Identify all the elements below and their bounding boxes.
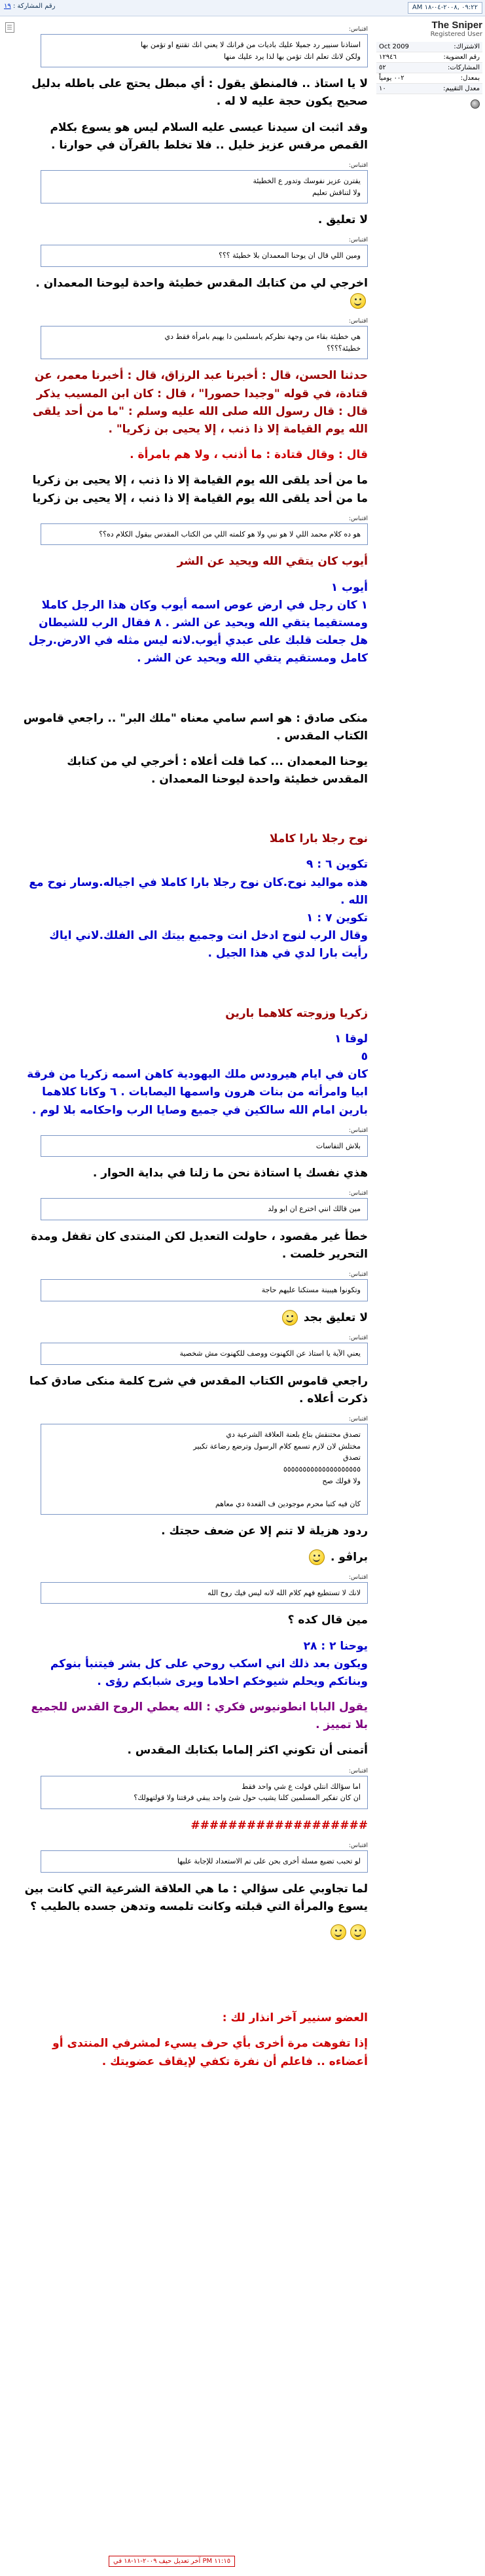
post-paragraph: منكى صادق : هو اسم سامي معناه "ملك البر" .. راجعي قاموس الكتاب المقدس . [23,711,368,743]
smiley-icon [350,293,366,309]
quote-label: اقتباس: [349,1127,368,1134]
scripture-paragraph: لوقا ١ ٥ كان في ايام هيرودس ملك اليهودية كاهن اسمه زكريا من فرقة ابيا وامرأته من بنات هرون واسمها اليصابات . ٦ وكانا كلاهما بارين امام الله سالكين في جميع وصايا الرب واحكامه بلا لوم . [27,1032,368,1117]
quote-paragraph: يقول البابا انطونيوس فكري : الله يعطي الروح القدس للجميع بلا تمييز . [31,1701,368,1732]
paragraph-text: اخرجي لي من كتابك المقدس خطيئة واحدة ليوحنا المعمدان . [35,276,368,290]
post-number-link[interactable]: ١٩ [4,3,11,10]
scripture-paragraph: أيوب ١ ١ كان رجل في ارض عوص اسمه أيوب وكان هذا الرجل كاملا ومستقيما يتقي الله ويحيد عن الشر . ٨ فقال الرب للشيطان هل جعلت قلبك على عبدي أيوب.لانه ليس مثله في الارض.رجل كامل ومستقيم يتقي الله ويحيد عن الشر . [28,580,368,665]
moderator-warning-title: العضو سنيير آخر انذار لك : [222,2011,368,2025]
stat-value: ٠٠٢ يومياً [379,75,404,82]
quote-text: لانك لا تستطيع فهم كلام الله لانه ليس فيك روح الله [41,1582,368,1604]
quote-text: تصدق مختنقش بتاع بلعنة العلاقة الشرعية دي مختلش لان لازم تسمع كلام الرسول وترضع رضاعة تكبير تصدق ٥٥٥٥٥٥٥٥٥٥٥٥٥٥٥٥٥٥٥٥ ولا قولك صح كان فيه كتبا محرم موجودين ف القعدة دي معاهم [41,1424,368,1515]
scripture-paragraph: تكوين ٦ : ٩ هذه مواليد نوح.كان نوح رجلا بارا كاملا في اجياله.وسار نوح مع الله . تكوين ٧ : ١ وقال الرب لنوح ادخل انت وجميع بيتك الى الفلك.لاني اياك رأيت بارا لدي في هذا الجيل . [29,858,368,961]
hadith-paragraph: حدثنا الحسن، قال : أخبرنا عبد الرزاق، قال : أخبرنا معمر، عن قتادة، في قوله "وجيدا حصورا" ، قال : كان ابن المسيب يذكر قال : قال رسول الله صلى الله عليه وسلم : "ما من أحد يلقى الله يوم القيامة إلا ذا ذنب ، إلا يحيى بن زكريا" . [32,369,368,436]
post-paragraph: يوحنا المعمدان ... كما قلت أعلاه : أخرجي لي من كتابك المقدس خطيئة واحدة ليوحنا المعمدان . [67,754,368,786]
post-header-bar [0,0,485,16]
post-paragraph: لما تجاوبي على سؤالي : ما هي العلاقة الشرعية التي كانت بين يسوع والمرأة التي قبلته وكانت تلمسه وتدهن جسده بالطيب ؟ [24,1882,368,1913]
post-document-icon [5,22,14,33]
stat-label: معدل التقييم: [443,85,480,92]
post-paragraph: مين قال كده ؟ [287,1614,368,1627]
quote-block [41,1335,368,1365]
stat-value: ١٢٩٤٦ [379,54,397,61]
paragraph-text: براڤو . [331,1550,368,1564]
post-number-label: رقم المشاركة : [12,3,56,10]
post-paragraph: راجعي قاموس الكتاب المقدس في شرح كلمة منكى صادق كما ذكرت أعلاه . [29,1374,368,1405]
quote-text: وتكونوا هيبينة مستكنا عليهم حاجة [41,1279,368,1301]
last-edit-note: آخر تعديل حيف ٢٠٠٩-١١-١٨ في PM ١١:١٥ [109,2556,235,2567]
quote-label: اقتباس: [349,237,368,244]
quote-text: لو تحبب تضيع مسلة أخرى بحن على تم الاستعداد للإجابة عليها [41,1850,368,1873]
post-paragraph: لا يا استاذ .. فالمنطق يقول : أي مبطل يحتج على باطله بدليل صحيح يكون حجة عليه لا له . [31,77,368,109]
quote-text: مين قالك انني اخترع ان ابو ولد [41,1198,368,1220]
stat-label: رقم العضوية: [443,54,480,61]
stat-row-rate [376,73,482,84]
smiley-icon [282,1310,298,1326]
quote-text: يقترن عزيز نفوسك وتدور ع الخطيئة ولا لتناقش تعليم [41,170,368,203]
quote-label: اقتباس: [349,162,368,169]
post-paragraph: ردود هزيلة لا تنم إلا عن ضعف حجتك . [161,1525,368,1538]
quote-label: اقتباس: [349,1574,368,1581]
hadith-paragraph-note: قال : وقال قتادة : ما أذنب ، ولا هم بامرأة . [130,448,368,462]
stat-value: ٥٢ [379,64,386,71]
post-paragraph: أتمنى أن تكوني اكثر إلماما بكتابك المقدس . [127,1744,368,1757]
stat-row-join [376,42,482,52]
quote-label: اقتباس: [349,26,368,33]
quote-block [41,1416,368,1515]
stat-row-posts [376,63,482,73]
quote-label: اقتباس: [349,1190,368,1197]
stat-value: Oct 2009 [379,43,409,50]
stat-row-member-id [376,52,482,63]
scripture-paragraph: يوحنا ٢ : ٢٨ ويكون بعد ذلك اني اسكب روحي على كل بشر فيتنبأ بنوكم وبناتكم ويحلم شيوخكم احلاما ويرى شبابكم رؤى . [50,1639,368,1688]
quote-text: ومين اللي قال ان يوحنا المعمدان بلا خطيئة ؟؟؟ [41,245,368,267]
moderator-warning-text: إذا تفوهت مرة أخرى بأي حرف يسيء لمشرفي المنتدى أو أعضاءه .. فاعلم أن نفرة تكفي لإيقاف عضويتك . [52,2037,368,2068]
user-stats [376,42,482,94]
quote-block [41,1768,368,1809]
quote-block [41,516,368,546]
user-title: Registered User [430,31,482,38]
quote-text: هي خطيئة بقاء من وجهة نظركم يامسلمين دا يهيم بامرأة فقط دي خطيئة؟؟؟؟ [41,326,368,359]
paragraph-text: لا تعليق بجد [303,1311,368,1325]
smiley-icon [331,1924,346,1940]
username-link[interactable]: The Sniper [431,20,482,31]
quote-label: اقتباس: [349,1271,368,1279]
offline-status-icon [471,99,480,109]
post-paragraph: خطأ غير مقصود ، حاولت التعديل لكن المنتدى كان تقفل ومدة التحرير خلصت . [31,1230,368,1262]
quote-block [41,237,368,267]
quote-block [41,26,368,67]
emphasis-paragraph: ما من أحد يلقى الله يوم القيامة إلا ذا ذنب ، إلا يحيى بن زكريا ما من أحد يلقى الله يوم القيامة إلا ذا ذنب ، إلا يحيى بن زكريا [32,474,368,505]
separator-text: ################### [190,1818,368,1832]
stat-label: المشاركات: [448,64,480,71]
post-paragraph: وقد اثبت ان سيدنا عيسى عليه السلام ليس هو يسوع بكلام القمص مرقس عزيز خليل .. فلا تخلط بالقرآن في حوارنا . [50,120,368,152]
stat-label: بمعدل: [460,75,480,82]
quote-block [41,1271,368,1301]
user-info-panel [376,20,482,109]
smiley-row [21,1924,368,1941]
quote-text: يعني الآية يا استاذ عن الكهنوت ووصف للكهنوت مش شخصية [41,1343,368,1365]
post-paragraph [21,275,368,310]
stat-label: الاشتراك: [454,43,480,50]
stat-value: ١٠ [379,85,386,92]
quote-block [41,1190,368,1220]
post-paragraph: هذي نفسك يا استاذة نحن ما زلنا في بداية الحوار . [92,1167,368,1180]
quote-text: بلاش التفاسات [41,1135,368,1157]
quote-label: اقتباس: [349,515,368,522]
section-heading: نوح رجلا بارا كاملا [269,832,368,846]
post-body [21,20,368,2079]
post-number [4,3,55,10]
quote-label: اقتباس: [349,318,368,325]
post-paragraph [21,1309,368,1327]
post-date: AM ٠٩:٢٢ ,٢٠٠٨-٠٤-١٨ [408,2,482,14]
quote-label: اقتباس: [349,1843,368,1849]
section-heading: أيوب كان يتقي الله ويحيد عن الشر [177,555,368,569]
quote-block [41,318,368,359]
section-heading: زكريا وزوجته كلاهما بارين [225,1006,368,1020]
post-paragraph: لا تعليق . [317,213,368,227]
smiley-icon [350,1924,366,1940]
quote-block [41,162,368,203]
quote-label: اقتباس: [349,1335,368,1342]
smiley-icon [309,1549,325,1565]
quote-block [41,1843,368,1873]
quote-text: اما سؤالك انتلي قولت ع شي واحد فقط ان كان تفكير المسلمين كلنا يشيب حول شئ واحد يبقي فرقتنا ولا قولتهولك؟ [41,1776,368,1809]
quote-block [41,1574,368,1604]
post-paragraph [21,1549,368,1566]
quote-text: هو ده كلام محمد اللي لا هو نبي ولا هو كلمته اللي من الكتاب المقدس بيقول الكلام ده؟؟ [41,523,368,546]
stat-row-rating [376,84,482,94]
quote-label: اقتباس: [349,1416,368,1423]
quote-label: اقتباس: [349,1767,368,1774]
quote-block [41,1127,368,1157]
quote-text: استاذنا سنيير رد جميلا عليك باديات من قرانك لا يعني انك تقتنع او تؤمن بها ولكن لانك تعلم انك تؤمن بها لذا يرد عليك منها [41,34,368,67]
